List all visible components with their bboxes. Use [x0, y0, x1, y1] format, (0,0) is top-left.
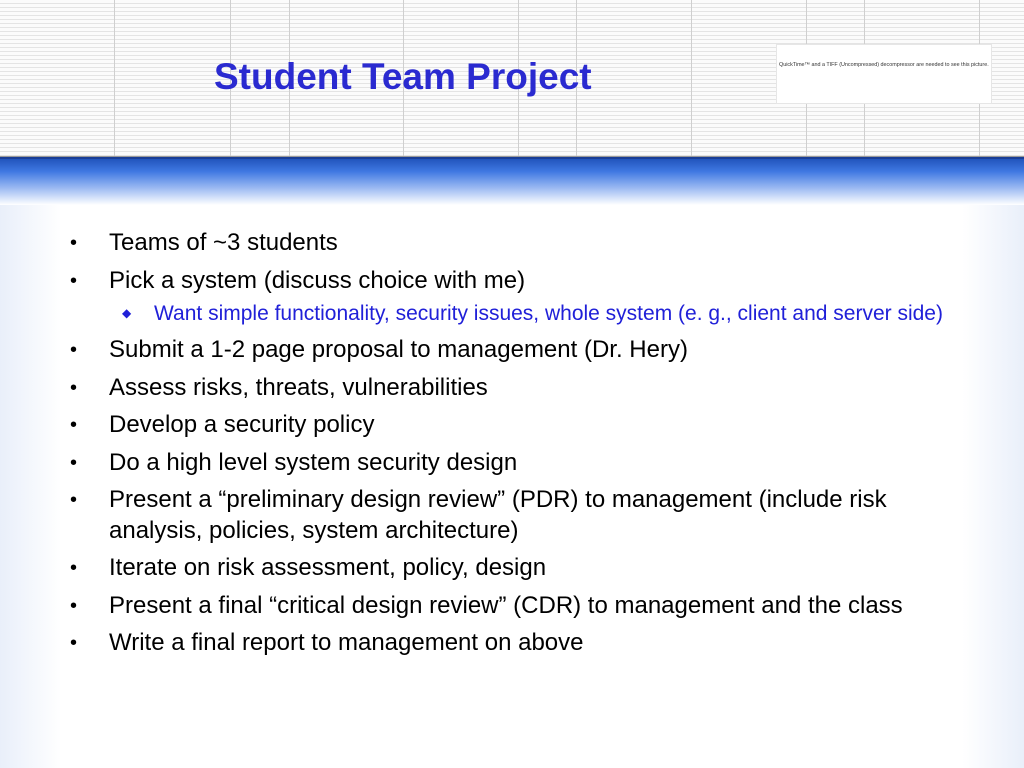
list-item	[70, 228, 950, 259]
list-item-text: Develop a security policy	[109, 411, 375, 438]
list-item	[70, 448, 950, 479]
list-item-text: Pick a system (discuss choice with me)	[109, 266, 526, 294]
bullet-icon: •	[70, 451, 78, 474]
list-item	[70, 485, 950, 546]
quicktime-placeholder-image	[776, 44, 992, 104]
diamond-bullet-icon: ◆	[122, 306, 132, 320]
bullet-icon: •	[70, 489, 78, 511]
list-item	[70, 410, 950, 441]
list-item	[70, 591, 950, 622]
list-item-text: Do a high level system security design	[109, 448, 518, 476]
list-item	[70, 335, 950, 366]
list-item-text: Present a final “critical design review” (CDR) to management and the class	[109, 591, 903, 619]
slide-title: Student Team Project	[214, 56, 592, 97]
bullet-icon: •	[70, 269, 78, 292]
bullet-icon: •	[70, 414, 78, 436]
list-item-text: Present a “preliminary design review” (PDR) to management (include risk analysis, policies, system architecture)	[109, 486, 887, 544]
bullet-list	[70, 228, 950, 666]
list-item-text: Submit a 1-2 page proposal to management (Dr. Hery)	[109, 336, 688, 363]
list-item	[70, 628, 950, 659]
header-divider	[114, 0, 115, 156]
title-header-area	[0, 0, 1024, 157]
list-item-text: Iterate on risk assessment, policy, design	[109, 554, 547, 581]
bullet-icon: •	[70, 557, 78, 579]
list-item	[70, 553, 950, 584]
quicktime-notice: QuickTime™ and a TIFF (Uncompressed) decompressor are needed to see this picture.	[779, 62, 989, 68]
sub-list-item-text: Want simple functionality, security issues, whole system (e. g., client and server side)	[154, 302, 943, 325]
list-item	[70, 373, 950, 404]
bullet-icon: •	[70, 232, 78, 254]
sub-list-item	[70, 300, 950, 327]
list-item-text: Assess risks, threats, vulnerabilities	[109, 373, 488, 401]
header-divider	[691, 0, 692, 156]
bullet-icon: •	[70, 339, 78, 361]
bullet-icon: •	[70, 594, 78, 617]
list-item	[70, 266, 950, 297]
band-top-border	[0, 157, 1024, 159]
blue-gradient-band	[0, 157, 1024, 205]
bullet-icon: •	[70, 632, 78, 654]
list-item-text: Teams of ~3 students	[109, 229, 338, 256]
bullet-icon: •	[70, 376, 78, 399]
list-item-text: Write a final report to management on above	[109, 629, 584, 656]
